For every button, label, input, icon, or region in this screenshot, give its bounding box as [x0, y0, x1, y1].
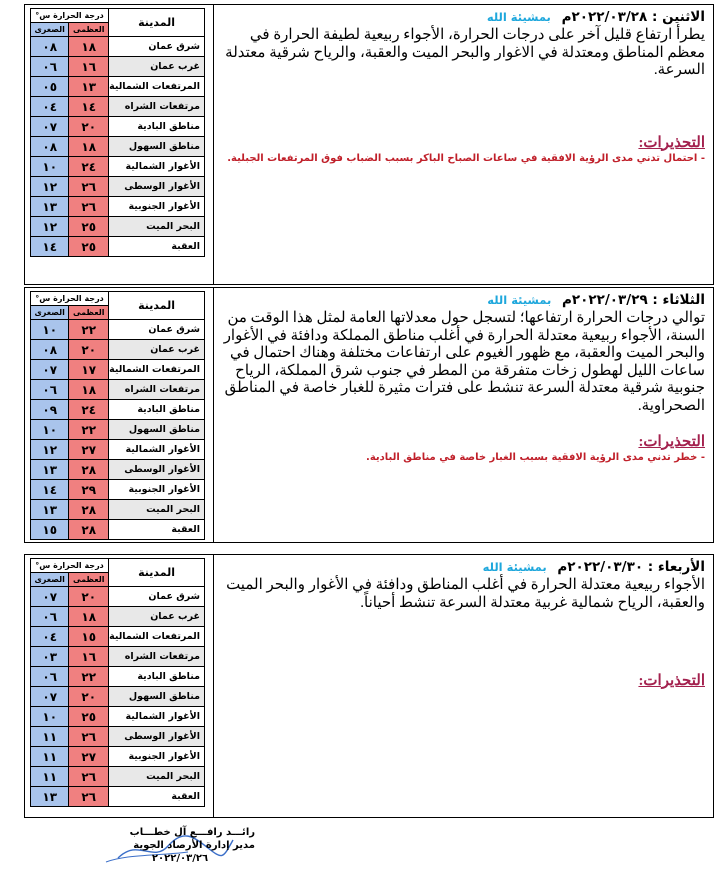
max-temp-cell: ١٦ [69, 57, 109, 77]
min-temp-cell: ٠٤ [31, 627, 69, 647]
city-cell: مرتفعات الشراه [109, 97, 205, 117]
min-temp-cell: ٠٦ [31, 667, 69, 687]
table-row [31, 647, 205, 667]
max-temp-cell: ٢٩ [69, 480, 109, 500]
bless-text: بمشيئة الله [486, 10, 551, 24]
min-temp-cell: ١٠ [31, 707, 69, 727]
min-temp-cell: ١٠ [31, 420, 69, 440]
day-title [218, 559, 705, 576]
table-row [31, 767, 205, 787]
min-temp-cell: ٠٨ [31, 340, 69, 360]
min-temp-cell: ٠٧ [31, 687, 69, 707]
table-row [31, 77, 205, 97]
temperature-table [30, 291, 205, 540]
min-temp-cell: ٠٨ [31, 37, 69, 57]
table-row [31, 627, 205, 647]
min-temp-cell: ٠٧ [31, 117, 69, 137]
min-temp-cell: ١٣ [31, 787, 69, 807]
bless-text: بمشيئة الله [482, 560, 547, 574]
max-temp-cell: ٢٧ [69, 747, 109, 767]
max-temp-cell: ١٨ [69, 380, 109, 400]
header-min: الصغرى [31, 306, 69, 320]
city-cell: الأغوار الوسطى [109, 727, 205, 747]
min-temp-cell: ٠٦ [31, 57, 69, 77]
table-row [31, 97, 205, 117]
max-temp-cell: ٢٠ [69, 117, 109, 137]
min-temp-cell: ١٢ [31, 177, 69, 197]
min-temp-cell: ٠٩ [31, 400, 69, 420]
max-temp-cell: ٢٤ [69, 400, 109, 420]
city-cell: مناطق البادية [109, 667, 205, 687]
city-cell: الأغوار الشمالية [109, 157, 205, 177]
forecast-panel [212, 288, 713, 542]
city-cell: شرق عمان [109, 37, 205, 57]
day-name: الاثنين : [651, 9, 705, 25]
max-temp-cell: ٢٥ [69, 237, 109, 257]
table-row [31, 787, 205, 807]
table-row [31, 707, 205, 727]
table-row [31, 667, 205, 687]
city-cell: شرق عمان [109, 587, 205, 607]
table-row [31, 37, 205, 57]
city-cell: شرق عمان [109, 320, 205, 340]
warnings-text: - احتمال تدني مدى الرؤية الافقية في ساعات الصباح الباكر بسبب الضباب فوق المرتفعات الجبلية. [227, 152, 705, 164]
city-cell: البحر الميت [109, 767, 205, 787]
city-cell: غرب عمان [109, 57, 205, 77]
day-block-wednesday [24, 554, 714, 818]
day-block-monday [24, 4, 714, 285]
table-row [31, 420, 205, 440]
max-temp-cell: ٢٦ [69, 767, 109, 787]
table-row [31, 400, 205, 420]
table-row [31, 520, 205, 540]
city-cell: المرتفعات الشمالية [109, 627, 205, 647]
temperature-table [30, 558, 205, 807]
signature-date: ٢٠٢٢/٠٣/٢٦ [151, 853, 209, 864]
day-title [218, 292, 705, 309]
signatory-title: مدير إدارة الأرصاد الجوية [133, 840, 255, 851]
bless-text: بمشيئة الله [487, 293, 552, 307]
max-temp-cell: ٢٦ [69, 727, 109, 747]
table-row [31, 320, 205, 340]
table-row [31, 177, 205, 197]
warnings-title: التحذيرات: [638, 134, 705, 151]
table-row [31, 340, 205, 360]
temperature-table-panel [25, 555, 214, 817]
city-cell: الأغوار الجنوبية [109, 197, 205, 217]
table-header-row [31, 9, 205, 23]
forecast-text: الأجواء ربيعية معتدلة الحرارة في أغلب المناطق ودافئة في الأغوار والبحر الميت والعقبة، الرياح شمالية غربية معتدلة السرعة تنشط أحياناً. [226, 577, 705, 611]
city-cell: مرتفعات الشراه [109, 647, 205, 667]
min-temp-cell: ١٠ [31, 157, 69, 177]
table-row [31, 460, 205, 480]
min-temp-cell: ١٠ [31, 320, 69, 340]
temperature-table-panel [25, 288, 214, 542]
min-temp-cell: ١٤ [31, 237, 69, 257]
header-temperature: درجة الحرارة س° [31, 292, 109, 306]
min-temp-cell: ٠٣ [31, 647, 69, 667]
min-temp-cell: ١٣ [31, 197, 69, 217]
city-cell: مناطق السهول [109, 420, 205, 440]
max-temp-cell: ٢٢ [69, 667, 109, 687]
table-row [31, 687, 205, 707]
city-cell: البحر الميت [109, 500, 205, 520]
forecast-text: يطرأ ارتفاع قليل آخر على درجات الحرارة، الأجواء ربيعية لطيفة الحرارة في معظم المناطق ومعتدلة في الاغوار والبحر الميت والعقبة، والرياح شرقية معتدلة السرعة. [225, 27, 705, 78]
header-city: المدينة [109, 292, 205, 320]
max-temp-cell: ٢٨ [69, 500, 109, 520]
city-cell: المرتفعات الشمالية [109, 360, 205, 380]
temperature-table-panel [25, 5, 214, 284]
city-cell: الأغوار الوسطى [109, 177, 205, 197]
header-max: العظمى [69, 573, 109, 587]
max-temp-cell: ٢٠ [69, 687, 109, 707]
max-temp-cell: ١٣ [69, 77, 109, 97]
min-temp-cell: ١٢ [31, 217, 69, 237]
city-cell: الأغوار الجنوبية [109, 747, 205, 767]
table-row [31, 587, 205, 607]
header-max: العظمى [69, 306, 109, 320]
min-temp-cell: ١٥ [31, 520, 69, 540]
max-temp-cell: ١٨ [69, 137, 109, 157]
header-min: الصغرى [31, 23, 69, 37]
min-temp-cell: ٠٧ [31, 587, 69, 607]
header-city: المدينة [109, 559, 205, 587]
table-header-row [31, 559, 205, 573]
max-temp-cell: ٢٦ [69, 197, 109, 217]
min-temp-cell: ٠٦ [31, 607, 69, 627]
city-cell: مناطق البادية [109, 400, 205, 420]
day-name: الثلاثاء : [652, 292, 705, 308]
forecast-date: ٢٠٢٢/٠٣/٢٩م [562, 292, 648, 308]
signature-block [105, 826, 255, 865]
day-name: الأربعاء : [647, 559, 705, 575]
city-cell: غرب عمان [109, 340, 205, 360]
city-cell: مرتفعات الشراه [109, 380, 205, 400]
city-cell: المرتفعات الشمالية [109, 77, 205, 97]
max-temp-cell: ٢٤ [69, 157, 109, 177]
city-cell: مناطق السهول [109, 687, 205, 707]
max-temp-cell: ٢٦ [69, 177, 109, 197]
city-cell: الأغوار الوسطى [109, 460, 205, 480]
table-header-row [31, 292, 205, 306]
city-cell: العقبة [109, 787, 205, 807]
table-row [31, 747, 205, 767]
city-cell: البحر الميت [109, 217, 205, 237]
warnings-text: - خطر تدني مدى الرؤية الافقية بسبب الغبار خاصة في مناطق البادية. [366, 452, 705, 463]
max-temp-cell: ٢٢ [69, 320, 109, 340]
table-row [31, 137, 205, 157]
table-row [31, 440, 205, 460]
table-row [31, 237, 205, 257]
table-row [31, 480, 205, 500]
forecast-panel [212, 5, 713, 284]
min-temp-cell: ١٣ [31, 460, 69, 480]
table-row [31, 157, 205, 177]
header-max: العظمى [69, 23, 109, 37]
table-row [31, 727, 205, 747]
city-cell: غرب عمان [109, 607, 205, 627]
header-min: الصغرى [31, 573, 69, 587]
max-temp-cell: ١٧ [69, 360, 109, 380]
max-temp-cell: ٢٦ [69, 787, 109, 807]
table-row [31, 380, 205, 400]
header-temperature: درجة الحرارة س° [31, 9, 109, 23]
table-row [31, 197, 205, 217]
min-temp-cell: ١٣ [31, 500, 69, 520]
min-temp-cell: ١١ [31, 747, 69, 767]
min-temp-cell: ٠٤ [31, 97, 69, 117]
min-temp-cell: ٠٦ [31, 380, 69, 400]
warnings-title: التحذيرات: [638, 673, 705, 689]
header-temperature: درجة الحرارة س° [31, 559, 109, 573]
header-city: المدينة [109, 9, 205, 37]
min-temp-cell: ٠٧ [31, 360, 69, 380]
min-temp-cell: ١١ [31, 727, 69, 747]
min-temp-cell: ١٤ [31, 480, 69, 500]
city-cell: الأغوار الشمالية [109, 440, 205, 460]
city-cell: العقبة [109, 237, 205, 257]
max-temp-cell: ١٦ [69, 647, 109, 667]
warnings-title: التحذيرات: [638, 434, 705, 450]
max-temp-cell: ٢٥ [69, 217, 109, 237]
min-temp-cell: ٠٨ [31, 137, 69, 157]
min-temp-cell: ٠٥ [31, 77, 69, 97]
city-cell: الأغوار الجنوبية [109, 480, 205, 500]
temperature-table [30, 8, 205, 257]
max-temp-cell: ٢٠ [69, 587, 109, 607]
max-temp-cell: ١٤ [69, 97, 109, 117]
max-temp-cell: ١٨ [69, 37, 109, 57]
max-temp-cell: ٢٢ [69, 420, 109, 440]
max-temp-cell: ١٥ [69, 627, 109, 647]
max-temp-cell: ٢٨ [69, 460, 109, 480]
forecast-panel [212, 555, 713, 817]
table-row [31, 117, 205, 137]
max-temp-cell: ١٨ [69, 607, 109, 627]
max-temp-cell: ٢٥ [69, 707, 109, 727]
city-cell: العقبة [109, 520, 205, 540]
signatory-name: رائـــد رافـــع آل خطـــاب [129, 827, 255, 838]
max-temp-cell: ٢٨ [69, 520, 109, 540]
forecast-date: ٢٠٢٢/٠٣/٣٠م [557, 559, 644, 575]
table-row [31, 57, 205, 77]
table-row [31, 360, 205, 380]
city-cell: مناطق السهول [109, 137, 205, 157]
min-temp-cell: ١٢ [31, 440, 69, 460]
forecast-text: توالي درجات الحرارة ارتفاعها؛ لتسجل حول معدلاتها العامة لمثل هذا الوقت من السنة، الأجواء ربيعية معتدلة الحرارة في أغلب مناطق المملكة ودافئة في الأغوار والبحر الميت والعقبة، مع ظهور الغيوم على ارتفاعات مختلفة وهناك احتمال في ساعات الليل لهطول زخات متفرقة من المطر في جنوب شرق المملكة، الرياح جنوبية شرقية معتدلة السرعة تنشط على فترات مثيرة للغبار خاصة في المناطق الصحراوية. [223, 310, 705, 414]
table-row [31, 500, 205, 520]
min-temp-cell: ١١ [31, 767, 69, 787]
max-temp-cell: ٢٧ [69, 440, 109, 460]
forecast-date: ٢٠٢٢/٠٣/٢٨م [561, 9, 648, 25]
day-title [218, 9, 705, 26]
day-block-tuesday [24, 287, 714, 543]
table-row [31, 217, 205, 237]
table-row [31, 607, 205, 627]
max-temp-cell: ٢٠ [69, 340, 109, 360]
city-cell: الأغوار الشمالية [109, 707, 205, 727]
city-cell: مناطق البادية [109, 117, 205, 137]
